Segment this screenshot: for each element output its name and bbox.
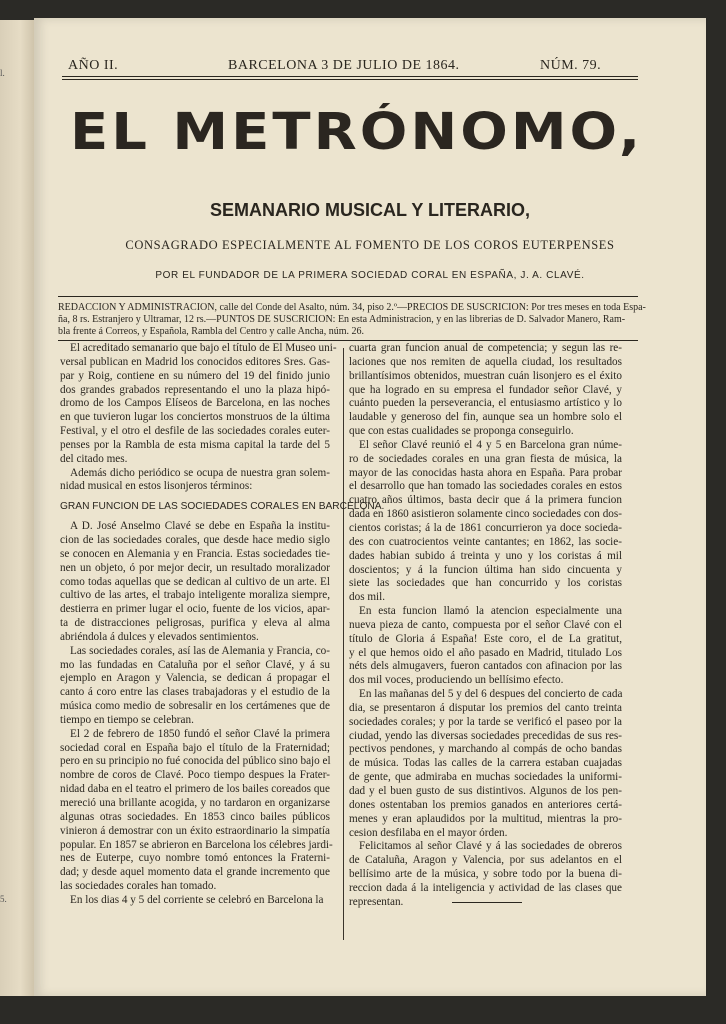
place-date: BARCELONA 3 DE JULIO DE 1864. [228,58,460,73]
text-line: En esta funcion llamó la atencion especialmente una [359,605,622,618]
text-line: dos mil. [349,591,386,604]
prev-page-mark: l. [0,68,5,78]
text-line: sociedad coral en España bajo el título de la Fraternidad; [60,741,330,754]
text-line: dos mil voces, produciendo un bellísimo efecto. [349,674,564,687]
text-line: brillantísimos obtenidos, muestran cuán lisonjero es el éxito [349,369,622,382]
text-line: A D. José Anselmo Clavé se debe en España la institu- [70,520,330,533]
text-line: representan. [349,895,404,908]
text-line: El señor Clavé reunió el 4 y 5 en Barcelona gran núme- [359,438,622,451]
text-line: En las mañanas del 5 y del 6 despues del concierto de cada [359,688,623,701]
text-line: las sociedades corales han tomado. [60,880,217,893]
text-line: ta de distracciones peligrosas, purifica y eleva al alma [60,617,330,630]
text-line: dada en 1860 asistieron solamente cinco sociedades con dos- [349,508,622,521]
text-line: mayor de las conocidas hasta ahora en España. Para probar [349,466,622,479]
text-line: sociedades corales; y por la tarde se verificó el paseo por la [349,715,622,728]
text-line: canto á coro entre las clases trabajadoras y el estudio de la [60,686,330,699]
text-line: dos grandes grabados representando el uno la plaza hipó- [60,383,330,396]
text-line: bellísimo arte de la música, y sobre todo por la buena di- [349,868,622,881]
column-divider [343,348,344,940]
masthead-dedication: CONSAGRADO ESPECIALMENTE AL FOMENTO DE LOS COROS EUTERPENSES [125,238,615,252]
text-line: menes y eran aplaudidos por la multitud, mientras la pro- [349,812,622,825]
text-line: cultivo de las artes, el trabajo inteligente moraliza siempre, [60,589,330,602]
text-line: música como medio de sobresalir en los certámenes que de [60,700,330,713]
text-line: El 2 de febrero de 1850 fundó el señor Clavé la primera [70,727,330,740]
admin-bottom-rule [58,340,638,341]
masthead-founder: POR EL FUNDADOR DE LA PRIMERA SOCIEDAD CORAL EN ESPAÑA, J. A. CLAVÉ. [155,270,585,281]
text-line: ciudad, yendo las diversas sociedades precedidas de sus res- [349,729,622,742]
admin-top-rule [58,296,638,297]
text-line: Las sociedades corales, así las de Alemania y Francia, co- [70,644,330,657]
text-line: versal publican en Madrid los conocidos editores Sres. Gas- [60,355,330,368]
text-line: GRAN FUNCION DE LAS SOCIEDADES CORALES EN BARCELONA. [60,501,385,513]
text-line: de música. Todas las calles de la carrera estaban cuajadas [349,757,622,770]
text-line: popular. En 1857 se abrieron en Barcelona los célebres jardi- [60,838,333,851]
text-line: cuatro años últimos, basta decir que á la primera funcion [349,494,622,507]
text-line: reccion dada á la inteligencia y actividad de las clases que [349,881,622,894]
header-rule-double [62,79,638,80]
text-line: néts dels almugavers, fueron cantados con afinacion por las [349,660,622,673]
newspaper-page [34,18,706,996]
text-line: dones ostentaban los premios ganados en anteriores certá- [349,798,622,811]
text-line: ro de sociedades corales en una gran fiesta de música, la [349,452,622,465]
year-label: AÑO II. [68,58,119,73]
text-line: Felicitamos al señor Clavé y á las sociedades de obreros [359,840,622,853]
text-line: que ha logrado en su empresa el fundador señor Clavé, y [349,383,622,396]
text-line: dromo de los Campos Elíseos de Barcelona, en las noches [60,397,330,410]
text-line: tiempo en tiempo se celebran. [60,713,194,726]
text-line: mereció una brillante acogida, y no tardaron en organizarse [60,797,330,809]
text-line: laciones que nos remiten de aquella ciudad, los resultados [349,355,622,368]
text-line: vinieron á demostrar con un éxito estraordinario la simpatía [60,824,330,837]
text-line: el desarrollo que han tomado las sociedades corales en estos [349,480,622,493]
text-line: abriéndola á dulces y elevados sentimientos. [60,630,259,643]
article-column-right [349,342,622,910]
text-line: algunas otras sociedades. En 1853 cinco bailes públicos [60,810,330,823]
text-line: y el que hemos oido el año pasado en Madrid, titulado Los [349,646,622,659]
header-rule [62,76,638,77]
text-line: mo las fundadas en Cataluña por el señor Clavé, y á su [60,658,330,671]
text-line: título de Gloria á España! Este coro, el de La gratitut, [349,632,622,645]
text-line: de Cataluña, Aragon y Valencia, por sus adelantos en el [349,854,622,867]
text-line: dades habian subido á treinta y uno y los coristas á mil [349,549,622,562]
text-line: Festival, y el otro el desfile de las sociedades corales euter- [60,425,330,438]
text-line: nidad daba en el teatro el primero de los bailes coreados que [60,783,330,796]
text-line: nes de Euterpe, cuyo nombre tomó entonces la Fraterni- [60,852,330,865]
text-line: pero en su principio no fué conocida del público sino bajo el [60,755,331,768]
text-line: dia, se presentaron á disputar los premios del canto treinta [349,701,622,714]
issue-number: NÚM. 79. [540,58,602,73]
text-line: que con estas cualidades se proponga conseguirlo. [349,425,574,438]
text-line: del citado mes. [60,452,128,465]
admin-line: bla frente á Correos, y Española, Rambla del Centro y calle Ancha, núm. 26. [58,326,365,337]
masthead-subtitle: SEMANARIO MUSICAL Y LITERARIO, [209,200,531,220]
text-line: cientos coristas; á la de 1861 concurrieron ya doce socieda- [349,521,622,534]
text-line: destierra en primer lugar el ocio, fuente de los vicios, apar- [60,603,330,616]
text-line: nen un objeto, ó por mejor decir, un resultado moralizador [60,561,330,574]
text-line: El acreditado semanario que bajo el título de El Museo uni- [70,342,337,354]
text-line: siete las sociedades que han concurrido y los coristas [349,577,622,590]
text-line: dad y el buen gusto de sus distintivos. Algunos de los pen- [349,785,622,797]
prev-page-mark: 5. [0,894,7,904]
text-line: dad; y desde aquel momento data el grande incremento que [60,866,330,879]
text-line: En los dias 4 y 5 del corriente se celebró en Barcelona la [70,893,324,906]
text-line: como todas aquellas que se dedican al cultivo de un arte. El [60,575,330,588]
masthead-title: EL METRÓNOMO, [70,103,644,162]
text-line: laudable y generoso del fin, aunque sea un hombre solo el [349,411,622,424]
text-line: cuánto pueden la perseverancia, el entusiasmo artístico y lo [349,397,622,410]
text-line: Además dicho periódico se ocupa de nuestra gran solem- [70,466,330,479]
text-line: doscientos; y á la funcion última han sido cincuenta y [349,563,622,576]
text-line: cion de las sociedades corales, que desde hace medio siglo [60,533,330,546]
admin-line: ña, 8 rs. Estranjero y Ultramar, 12 rs.—PUNTOS DE SUSCRICION: En esta Administracion, y en las librerias de D. Salvador Manero, Ram- [58,314,626,325]
admin-line: REDACCION Y ADMINISTRACION, calle del Conde del Asalto, núm. 34, piso 2.º—PRECIOS DE SUSCRICION: Por tres meses en toda Espa- [58,302,646,313]
text-line: ejemplo en Aragon y Valencia, se dedican á propagar el [60,672,330,685]
previous-page-edge [0,20,34,996]
text-line: nidad musical en estos lisonjeros términos: [60,480,253,493]
text-line: se conocen en Alemania y en Francia. Estas sociedades tie- [60,547,330,560]
admin-info [58,302,646,338]
text-line: en que tuvieron lugar los conciertos monstruos de la última [60,411,330,424]
text-line: nombre de coros de Clavé. Poco tiempo despues la Frater- [60,769,330,782]
article-end-rule [452,902,522,903]
text-line: nueva pieza de canto, compuesta por el señor Clavé con el [349,618,622,631]
text-line: de gente, que admiraba en muchas sociedades la uniformi- [349,771,622,784]
text-line: penses por la Rambla de esta misma capital la tarde del 5 [60,438,330,451]
text-line: pectivos pendones, y marchando al compás de ocho bandas [349,743,622,756]
text-line: par y Roig, contiene en su número del 19 del finido junio [60,369,330,382]
text-line: cesion desfilaba en el mayor órden. [349,826,508,839]
text-line: cuarta gran funcion anual de competencia; y segun las re- [349,342,622,354]
text-line: des con cuatrocientos veinte cantantes; en 1862, las socie- [349,535,622,548]
